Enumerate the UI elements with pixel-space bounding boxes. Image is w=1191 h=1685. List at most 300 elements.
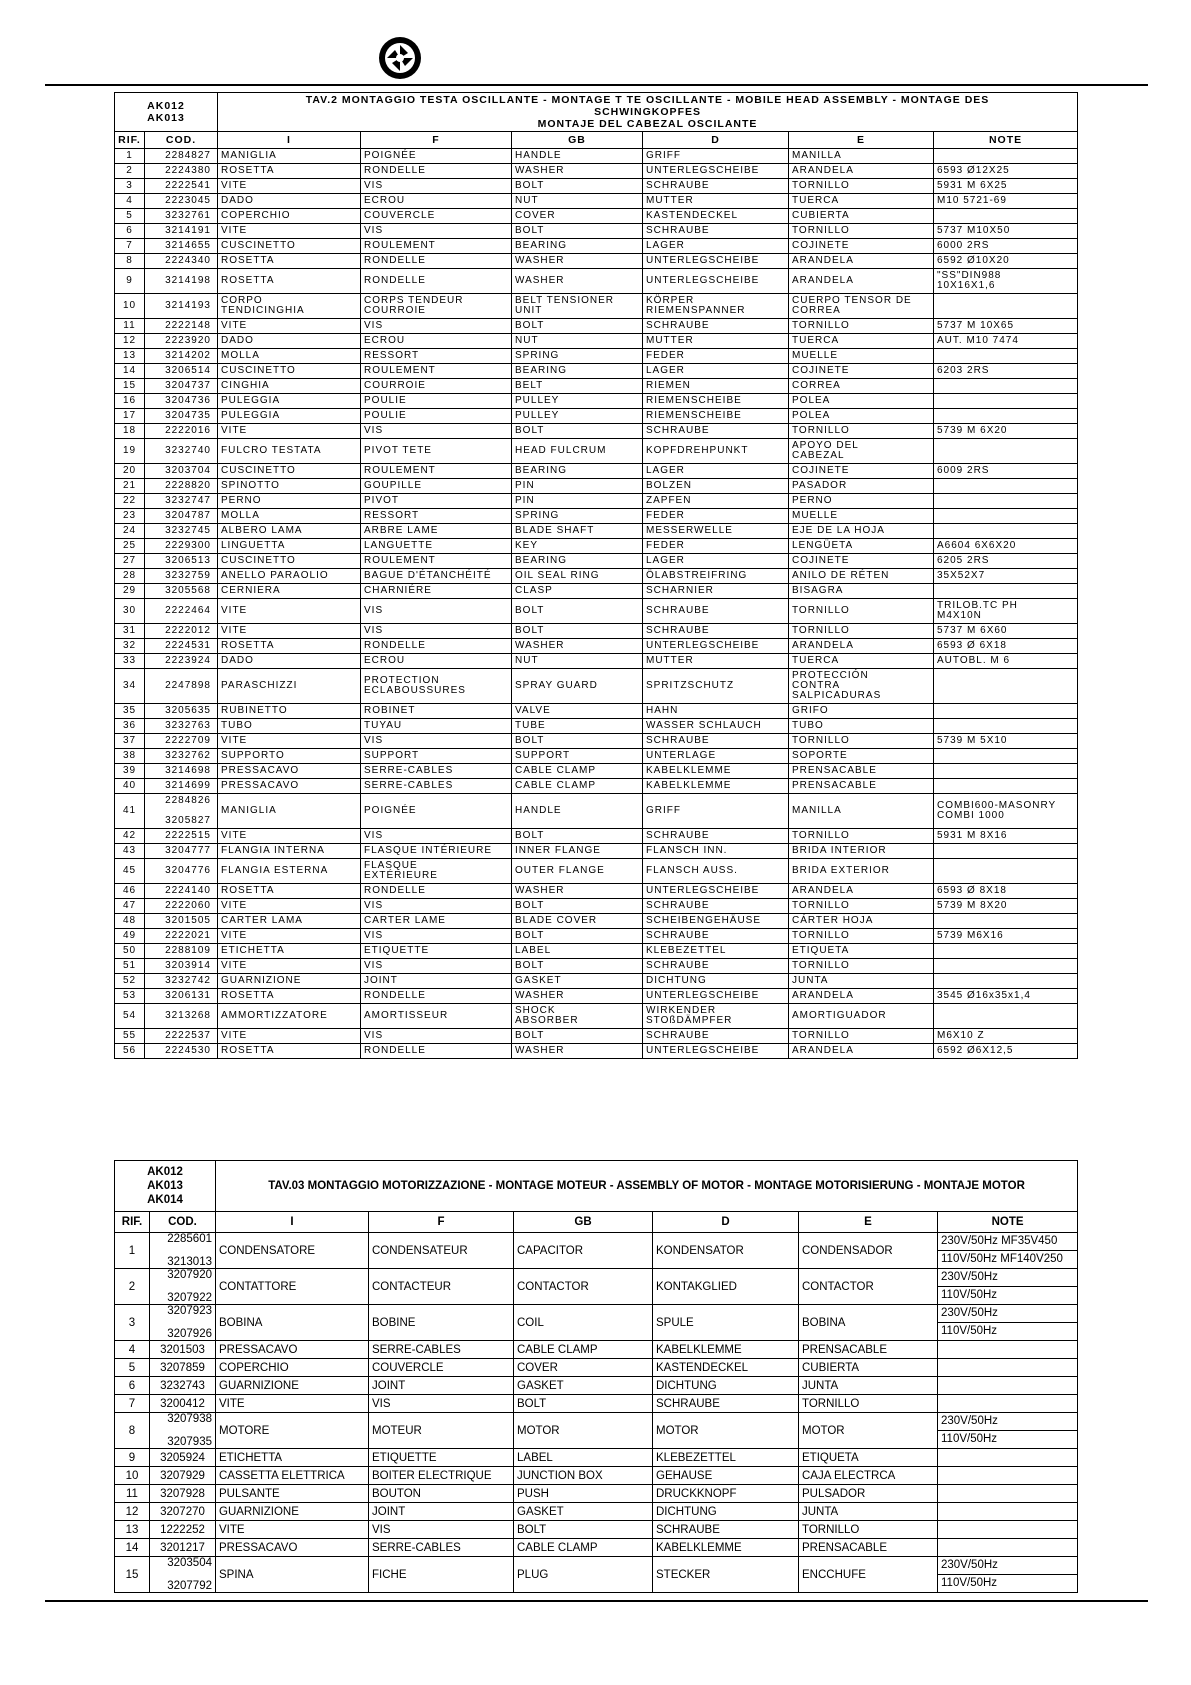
table-row [115, 779, 1078, 794]
brand-logo [378, 36, 422, 80]
cell-note: A6604 6X6X20 [934, 539, 1078, 554]
cell-cod: 2284826 3205827 [145, 794, 218, 829]
cell-i: CARTER LAMA [218, 914, 361, 929]
cell-d: GEHAUSE [653, 1467, 799, 1485]
column-header: I [218, 132, 361, 149]
cell-gb: BLADE COVER [512, 914, 643, 929]
cell-d: UNTERLEGSCHEIBE [643, 639, 789, 654]
cell-rif: 27 [115, 554, 145, 569]
cell-cod: 2288109 [145, 944, 218, 959]
table-row [115, 509, 1078, 524]
cell-e: TORNILLO [789, 224, 934, 239]
table-row [115, 1521, 1078, 1539]
cell-gb: HANDLE [512, 794, 643, 829]
cell-e: COJINETE [789, 364, 934, 379]
table-row [115, 494, 1078, 509]
cell-note: M10 5721-69 [934, 194, 1078, 209]
table-row [115, 554, 1078, 569]
cell-rif: 13 [115, 349, 145, 364]
cell-i: ANELLO PARAOLIO [218, 569, 361, 584]
cell-d: MUTTER [643, 334, 789, 349]
cell-d: RIEMEN [643, 379, 789, 394]
cell-cod: 2222148 [145, 319, 218, 334]
cell-gb: COVER [514, 1359, 653, 1377]
cell-e: TORNILLO [789, 829, 934, 844]
cell-d: FLANSCH INN. [643, 844, 789, 859]
cell-e: MANILLA [789, 149, 934, 164]
cell-i: PULEGGIA [218, 394, 361, 409]
cell-gb: CLASP [512, 584, 643, 599]
cell-f: COURROIE [361, 379, 512, 394]
cell-cod: 2284827 [145, 149, 218, 164]
table-row [115, 464, 1078, 479]
cell-f: VIS [361, 899, 512, 914]
table-title: TAV.03 MONTAGGIO MOTORIZZAZIONE - MONTAGE MOTEUR - ASSEMBLY OF MOTOR - MONTAGE MOTORISIERUNG - MONTAJE MOTOR [216, 1161, 1078, 1212]
cell-cod: 3232747 [145, 494, 218, 509]
cell-gb: BEARING [512, 239, 643, 254]
cell-gb: OUTER FLANGE [512, 859, 643, 884]
column-header: RIF. [115, 132, 145, 149]
code-stack [153, 1269, 212, 1304]
cell-d: MOTOR [653, 1413, 799, 1449]
cell-d: SCHRAUBE [643, 899, 789, 914]
cell-cod: 3206514 [145, 364, 218, 379]
cell-f: ECROU [361, 654, 512, 669]
cell-d: KASTENDECKEL [653, 1359, 799, 1377]
cell-e: CUBIERTA [789, 209, 934, 224]
cell-gb: BOLT [512, 319, 643, 334]
table-row [115, 334, 1078, 349]
cell-i: ROSETTA [218, 164, 361, 179]
cell-note [934, 209, 1078, 224]
cell-cod: 2247898 [145, 669, 218, 704]
cell-i: ETICHETTA [218, 944, 361, 959]
cell-rif: 14 [115, 364, 145, 379]
cell-d: SCHRAUBE [643, 959, 789, 974]
cell-e: MUELLE [789, 509, 934, 524]
cell-e: PRENSACABLE [799, 1539, 938, 1557]
table-row [115, 294, 1078, 319]
cell-cod [150, 1269, 216, 1305]
cell-f: SERRE-CABLES [369, 1539, 514, 1557]
cell-note [934, 859, 1078, 884]
cell-gb: LABEL [514, 1449, 653, 1467]
table-row [115, 364, 1078, 379]
cell-d: LAGER [643, 464, 789, 479]
cell-gb: BEARING [512, 554, 643, 569]
cell-f: ROULEMENT [361, 239, 512, 254]
table-row [115, 379, 1078, 394]
cell-e: CONDENSADOR [799, 1233, 938, 1269]
cell-e: POLEA [789, 409, 934, 424]
code-value: 3207926 [167, 1328, 212, 1340]
table-row [115, 349, 1078, 364]
cell-cod: 2222537 [145, 1029, 218, 1044]
cell-d: HAHN [643, 704, 789, 719]
cell-rif: 7 [115, 1395, 150, 1413]
cell-cod: 2222016 [145, 424, 218, 439]
cell-d: SCHRAUBE [643, 179, 789, 194]
cell-rif: 6 [115, 1377, 150, 1395]
cell-rif: 29 [115, 584, 145, 599]
cell-rif: 56 [115, 1044, 145, 1059]
cell-f: RONDELLE [361, 639, 512, 654]
cell-d: SPULE [653, 1305, 799, 1341]
cell-i: VITE [218, 224, 361, 239]
cell-f: POULIE [361, 409, 512, 424]
cell-d: KONTAKGLIED [653, 1269, 799, 1305]
table-row [115, 1029, 1078, 1044]
cell-note [934, 409, 1078, 424]
cell-d: DICHTUNG [643, 974, 789, 989]
table-row [115, 1413, 1078, 1449]
cell-gb: BOLT [512, 179, 643, 194]
cell-cod: 1222252 [150, 1521, 216, 1539]
cell-f: POIGNÉE [361, 149, 512, 164]
cell-note [934, 379, 1078, 394]
cell-cod: 3206513 [145, 554, 218, 569]
cell-gb: LABEL [512, 944, 643, 959]
cell-cod: 3201503 [150, 1341, 216, 1359]
cell-gb: BOLT [512, 959, 643, 974]
cell-e: TORNILLO [789, 899, 934, 914]
cell-gb: SPRING [512, 349, 643, 364]
cell-i: SUPPORTO [218, 749, 361, 764]
cell-gb: CABLE CLAMP [514, 1539, 653, 1557]
code-value: 2285601 [167, 1233, 212, 1245]
cell-f: BOBINE [369, 1305, 514, 1341]
cell-i: ROSETTA [218, 254, 361, 269]
cell-i: VITE [218, 179, 361, 194]
cell-e: CUERPO TENSOR DE CORREA [789, 294, 934, 319]
cell-rif: 55 [115, 1029, 145, 1044]
table-row [115, 319, 1078, 334]
cell-d: LAGER [643, 554, 789, 569]
cell-cod: 3207928 [150, 1485, 216, 1503]
cell-cod: 3204777 [145, 844, 218, 859]
cell-rif: 37 [115, 734, 145, 749]
cell-cod: 3214202 [145, 349, 218, 364]
cell-i: CONDENSATORE [216, 1233, 369, 1269]
cell-gb: COIL [514, 1305, 653, 1341]
table-row [115, 959, 1078, 974]
cell-note [934, 974, 1078, 989]
table-row [115, 719, 1078, 734]
cell-e: PRENSACABLE [799, 1341, 938, 1359]
cell-d: KABELKLEMME [653, 1341, 799, 1359]
table-row [115, 899, 1078, 914]
cell-i: ALBERO LAMA [218, 524, 361, 539]
cell-i: CINGHIA [218, 379, 361, 394]
cell-d: LAGER [643, 239, 789, 254]
cell-d: FLANSCH AUSS. [643, 859, 789, 884]
cell-rif: 30 [115, 599, 145, 624]
cell-f: VIS [361, 179, 512, 194]
cell-note [938, 1539, 1078, 1557]
cell-f: RONDELLE [361, 254, 512, 269]
cell-d: SCHARNIER [643, 584, 789, 599]
cell-rif: 3 [115, 179, 145, 194]
cell-e: PROTECCIÓN CONTRA SALPICADURAS [789, 669, 934, 704]
cell-e: TORNILLO [789, 624, 934, 639]
table-row [115, 254, 1078, 269]
cell-e: LENGÜETA [789, 539, 934, 554]
cell-rif: 1 [115, 1233, 150, 1269]
cell-note [938, 1341, 1078, 1359]
code-stack [153, 1233, 212, 1268]
cell-cod: 2224530 [145, 1044, 218, 1059]
cell-gb: HANDLE [512, 149, 643, 164]
cell-gb: GASKET [514, 1377, 653, 1395]
cell-i: PRESSACAVO [216, 1539, 369, 1557]
column-header: F [369, 1212, 514, 1233]
cell-d: SCHRAUBE [643, 1029, 789, 1044]
cell-gb: NUT [512, 194, 643, 209]
cell-e: AMORTIGUADOR [789, 1004, 934, 1029]
table-row [115, 209, 1078, 224]
cell-gb: BLADE SHAFT [512, 524, 643, 539]
cell-rif: 20 [115, 464, 145, 479]
cell-rif: 38 [115, 749, 145, 764]
cell-i: PARASCHIZZI [218, 669, 361, 704]
cell-f: MOTEUR [369, 1413, 514, 1449]
cell-d: KABELKLEMME [643, 779, 789, 794]
cell-d: KONDENSATOR [653, 1233, 799, 1269]
cell-rif: 12 [115, 334, 145, 349]
cell-d: SCHRAUBE [653, 1521, 799, 1539]
cell-i: VITE [218, 424, 361, 439]
cell-cod: 2222709 [145, 734, 218, 749]
cell-f: VIS [361, 734, 512, 749]
column-header: COD. [150, 1212, 216, 1233]
cell-d: WASSER SCHLAUCH [643, 719, 789, 734]
code-value: 3207922 [167, 1292, 212, 1304]
cell-e: CONTACTOR [799, 1269, 938, 1305]
cell-rif: 14 [115, 1539, 150, 1557]
cell-gb: PULLEY [512, 394, 643, 409]
cell-e: TORNILLO [789, 1029, 934, 1044]
cell-gb: KEY [512, 539, 643, 554]
note-value: 230V/50Hz [941, 1415, 998, 1427]
cell-gb: BOLT [514, 1521, 653, 1539]
cell-cod: 2224340 [145, 254, 218, 269]
cell-note: 6000 2RS [934, 239, 1078, 254]
cell-f: FLASQUE INTÉRIEURE [361, 844, 512, 859]
cell-e: ARANDELA [789, 639, 934, 654]
cell-f: RONDELLE [361, 1044, 512, 1059]
cell-d: SCHRAUBE [643, 829, 789, 844]
column-header: GB [514, 1212, 653, 1233]
cell-f: ROULEMENT [361, 554, 512, 569]
cell-note: 6009 2RS [934, 464, 1078, 479]
cell-i: VITE [218, 319, 361, 334]
note-value: 110V/50Hz MF140V250 [938, 1250, 1077, 1268]
cell-note [938, 1467, 1078, 1485]
cell-cod: 2222021 [145, 929, 218, 944]
cell-note [934, 479, 1078, 494]
cell-d: KOPFDREHPUNKT [643, 439, 789, 464]
cell-rif: 3 [115, 1305, 150, 1341]
cell-d: LAGER [643, 364, 789, 379]
cell-i: PRESSACAVO [218, 764, 361, 779]
cell-f: ROBINET [361, 704, 512, 719]
cell-rif: 49 [115, 929, 145, 944]
cell-cod [150, 1233, 216, 1269]
cell-rif: 9 [115, 269, 145, 294]
cell-e: MANILLA [789, 794, 934, 829]
cell-gb: WASHER [512, 254, 643, 269]
cell-i: GUARNIZIONE [216, 1503, 369, 1521]
cell-d: RIEMENSCHEIBE [643, 394, 789, 409]
table-row [115, 539, 1078, 554]
cell-f: ECROU [361, 334, 512, 349]
cell-i: GUARNIZIONE [218, 974, 361, 989]
cell-rif: 47 [115, 899, 145, 914]
cell-f: POIGNÉE [361, 794, 512, 829]
cell-d: SCHRAUBE [653, 1395, 799, 1413]
table-title-row [115, 93, 1078, 132]
table-row [115, 654, 1078, 669]
table-row [115, 439, 1078, 464]
cell-d: DRUCKKNOPF [653, 1485, 799, 1503]
note-value: 110V/50Hz [938, 1286, 1077, 1304]
cell-rif: 41 [115, 794, 145, 829]
cell-note: AUTOBL. M 6 [934, 654, 1078, 669]
cell-gb: BOLT [514, 1395, 653, 1413]
cell-i: MOLLA [218, 509, 361, 524]
cell-i: VITE [216, 1395, 369, 1413]
cell-rif: 9 [115, 1449, 150, 1467]
cell-e: TORNILLO [789, 599, 934, 624]
table-row [115, 1539, 1078, 1557]
cell-cod: 2224140 [145, 884, 218, 899]
cell-d: RIEMENSCHEIBE [643, 409, 789, 424]
cell-note [938, 1359, 1078, 1377]
cell-gb: WASHER [512, 164, 643, 179]
cell-gb: WASHER [512, 884, 643, 899]
cell-rif: 15 [115, 379, 145, 394]
cell-d: MUTTER [643, 654, 789, 669]
cell-cod: 2222060 [145, 899, 218, 914]
cell-f: ECROU [361, 194, 512, 209]
cell-note [934, 779, 1078, 794]
table-title-row [115, 1161, 1078, 1212]
cell-e: JUNTA [799, 1503, 938, 1521]
cell-i: VITE [218, 599, 361, 624]
cell-note: 6203 2RS [934, 364, 1078, 379]
cell-i: VITE [218, 899, 361, 914]
cell-rif: 16 [115, 394, 145, 409]
cell-f: SERRE-CABLES [369, 1341, 514, 1359]
cell-gb: HEAD FULCRUM [512, 439, 643, 464]
cell-i: COPERCHIO [218, 209, 361, 224]
cell-cod: 3206131 [145, 989, 218, 1004]
cell-note [938, 1413, 1078, 1449]
cell-note [938, 1395, 1078, 1413]
cell-i: MOTORE [216, 1413, 369, 1449]
table-row [115, 764, 1078, 779]
cell-note [934, 944, 1078, 959]
cell-e: BISAGRA [789, 584, 934, 599]
cell-rif: 13 [115, 1521, 150, 1539]
cell-f: PIVOT TETE [361, 439, 512, 464]
cell-rif: 17 [115, 409, 145, 424]
column-header: D [653, 1212, 799, 1233]
cell-i: PRESSACAVO [218, 779, 361, 794]
cell-d: UNTERLEGSCHEIBE [643, 1044, 789, 1059]
cell-e: BRIDA INTERIOR [789, 844, 934, 859]
table-row [115, 669, 1078, 704]
cell-f: SERRE-CABLES [361, 779, 512, 794]
note-value: 230V/50Hz [941, 1559, 998, 1571]
cell-rif: 21 [115, 479, 145, 494]
cell-cod: 3232759 [145, 569, 218, 584]
table-row [115, 639, 1078, 654]
cell-e: TUERCA [789, 194, 934, 209]
cell-gb: PIN [512, 479, 643, 494]
cell-f: CONDENSATEUR [369, 1233, 514, 1269]
cell-gb: SPRAY GUARD [512, 669, 643, 704]
cell-gb: JUNCTION BOX [514, 1467, 653, 1485]
cell-i: AMMORTIZZATORE [218, 1004, 361, 1029]
cell-cod: 3205924 [150, 1449, 216, 1467]
cell-rif: 22 [115, 494, 145, 509]
cell-rif: 1 [115, 149, 145, 164]
cell-rif: 4 [115, 1341, 150, 1359]
cell-gb: INNER FLANGE [512, 844, 643, 859]
cell-cod: 3232740 [145, 439, 218, 464]
column-header: NOTE [934, 132, 1078, 149]
cell-e: TORNILLO [799, 1395, 938, 1413]
cell-cod: 3205635 [145, 704, 218, 719]
cell-cod [150, 1413, 216, 1449]
note-value: 230V/50Hz MF35V450 [941, 1235, 1058, 1247]
cell-rif: 12 [115, 1503, 150, 1521]
cell-i: CUSCINETTO [218, 554, 361, 569]
cell-note [938, 1449, 1078, 1467]
cell-note: M6X10 Z [934, 1029, 1078, 1044]
cell-i: DADO [218, 334, 361, 349]
cell-f: VIS [361, 829, 512, 844]
cell-cod: 2229300 [145, 539, 218, 554]
cell-i: VITE [218, 734, 361, 749]
cell-e: TORNILLO [789, 424, 934, 439]
cell-e: TUERCA [789, 334, 934, 349]
cell-e: ARANDELA [789, 269, 934, 294]
cell-f: VIS [369, 1395, 514, 1413]
cell-d: BOLZEN [643, 479, 789, 494]
footer-rule [45, 1600, 1148, 1602]
cell-note [934, 669, 1078, 704]
cell-e: TORNILLO [799, 1521, 938, 1539]
cell-f: RONDELLE [361, 884, 512, 899]
cell-f: RESSORT [361, 349, 512, 364]
cell-e: MOTOR [799, 1413, 938, 1449]
table-row [115, 914, 1078, 929]
cell-f: VIS [361, 929, 512, 944]
cell-i: ROSETTA [218, 989, 361, 1004]
cell-note [934, 704, 1078, 719]
code-value: 3207938 [167, 1413, 212, 1425]
cell-e: TORNILLO [789, 929, 934, 944]
cell-note: 5737 M 10X65 [934, 319, 1078, 334]
cell-gb: CAPACITOR [514, 1233, 653, 1269]
table-row [115, 859, 1078, 884]
cell-cod: 2222464 [145, 599, 218, 624]
cell-e: ENCCHUFE [799, 1557, 938, 1593]
cell-gb: WASHER [512, 639, 643, 654]
cell-f: CARTER LAME [361, 914, 512, 929]
